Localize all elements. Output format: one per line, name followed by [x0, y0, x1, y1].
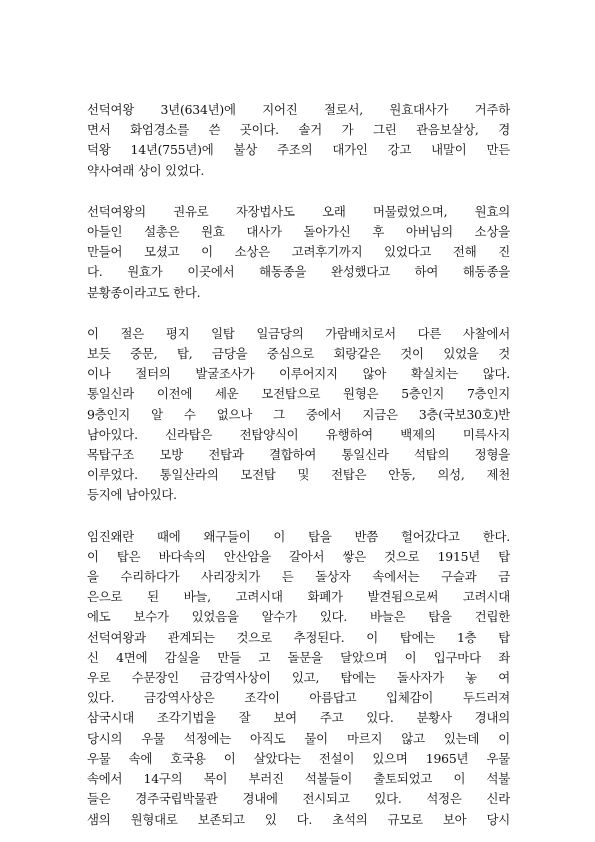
- text-line: 만들어 모셨고 이 소상은 고려후기까지 있었다고 전해 진: [87, 244, 510, 260]
- text-line: 은으로 된 바늘, 고려시대 화폐가 발견됨으로써 고려시대: [87, 589, 510, 605]
- paragraph-1: [87, 100, 510, 181]
- text-line: 속에서 14구의 목이 부러진 석불들이 출토되었고 이 석불: [87, 771, 510, 787]
- text-line: 등지에 남아있다.: [87, 487, 177, 503]
- text-line: 이 탑은 바다속의 안산암을 갈아서 쌓은 것으로 1915년 탑: [87, 548, 510, 564]
- text-line: 덕왕 14년(755년)에 불상 주조의 대가인 강고 내말이 만든: [87, 142, 510, 158]
- text-line: 면서 화엄경소를 쓴 곳이다. 솔거 가 그린 관음보살상, 경: [87, 122, 510, 138]
- text-line: 신 4면에 감실을 만들 고 돌문을 달았으며 이 입구마다 좌: [87, 649, 510, 665]
- text-line: 목탑구조 모방 전탑과 결합하여 통일신라 석탑의 정형을: [87, 447, 510, 463]
- text-line: 선덕여왕과 관계되는 것으로 추정된다. 이 탑에는 1층 탑: [87, 629, 510, 645]
- text-line: 보듯 중문, 탑, 금당을 중심으로 회랑같은 것이 있었을 것: [87, 346, 510, 362]
- paragraph-spacer: [87, 181, 510, 202]
- text-line: 우물 속에 호국용 이 살았다는 전설이 있으며 1965년 우물: [87, 750, 510, 766]
- text-line: 선덕여왕 3년(634년)에 지어진 절로서, 원효대사가 거주하: [87, 102, 510, 117]
- text-line: 이루었다. 통일산라의 모전탑 및 전탑은 안동, 의성, 제천: [87, 467, 510, 483]
- paragraph-4: [87, 527, 510, 830]
- text-line: 다. 원효가 이곳에서 해동종을 완성했다고 하여 해동종을: [87, 264, 510, 280]
- document-body: [87, 100, 510, 830]
- text-line: 9층인지 알 수 없으나 그 중에서 지금은 3층(국보30호)반: [87, 406, 510, 422]
- text-line: 이나 절터의 발굴조사가 이루어지지 않아 확실치는 않다.: [87, 366, 510, 382]
- text-line: 당시의 우물 석정에는 아직도 물이 마르지 않고 있는데 이: [87, 730, 510, 746]
- paragraph-2: [87, 202, 510, 303]
- paragraph-spacer: [87, 506, 510, 527]
- text-line: 이 절은 평지 일탑 일금당의 가람배치로서 다른 사찰에서: [87, 325, 510, 341]
- text-line: 임진왜란 때에 왜구들이 이 탑을 반쯤 헐어갔다고 한다.: [87, 528, 510, 544]
- paragraph-spacer: [87, 303, 510, 324]
- text-line: 남아있다. 신라탑은 전탑양식이 유행하여 백제의 미륵사지: [87, 426, 510, 442]
- paragraph-3: [87, 324, 510, 506]
- text-line: 통일신라 이전에 세운 모전탑으로 원형은 5층인지 7층인지: [87, 386, 510, 402]
- text-line: 삼국시대 조각기법을 잘 보여 주고 있다. 분황사 경내의: [87, 710, 510, 726]
- text-line: 우로 수문장인 금강역사상이 있고, 탑에는 돌사자가 놓 여: [87, 670, 510, 686]
- text-line: 아들인 설총은 원효 대사가 돌아가신 후 아버님의 소상을: [87, 224, 510, 240]
- text-line: 샘의 원형대로 보존되고 있 다. 초석의 규모로 보아 당시: [87, 811, 510, 827]
- text-line: 선덕여왕의 권유로 자장법사도 오래 머물렀었으며, 원효의: [87, 203, 510, 219]
- text-line: 들은 경주국립박물관 경내에 전시되고 있다. 석정은 신라: [87, 791, 510, 807]
- text-line: 을 수리하다가 사리장치가 든 돌상자 속에서는 구슬과 금: [87, 569, 510, 585]
- text-line: 약사여래 상이 있었다.: [87, 162, 205, 178]
- text-line: 분황종이라고도 한다.: [87, 284, 201, 300]
- text-line: 있다. 금강역사상은 조각이 아름답고 입체감이 두드러져: [87, 690, 510, 706]
- text-line: 에도 보수가 있었음을 알수가 있다. 바늘은 탑을 건립한: [87, 609, 510, 625]
